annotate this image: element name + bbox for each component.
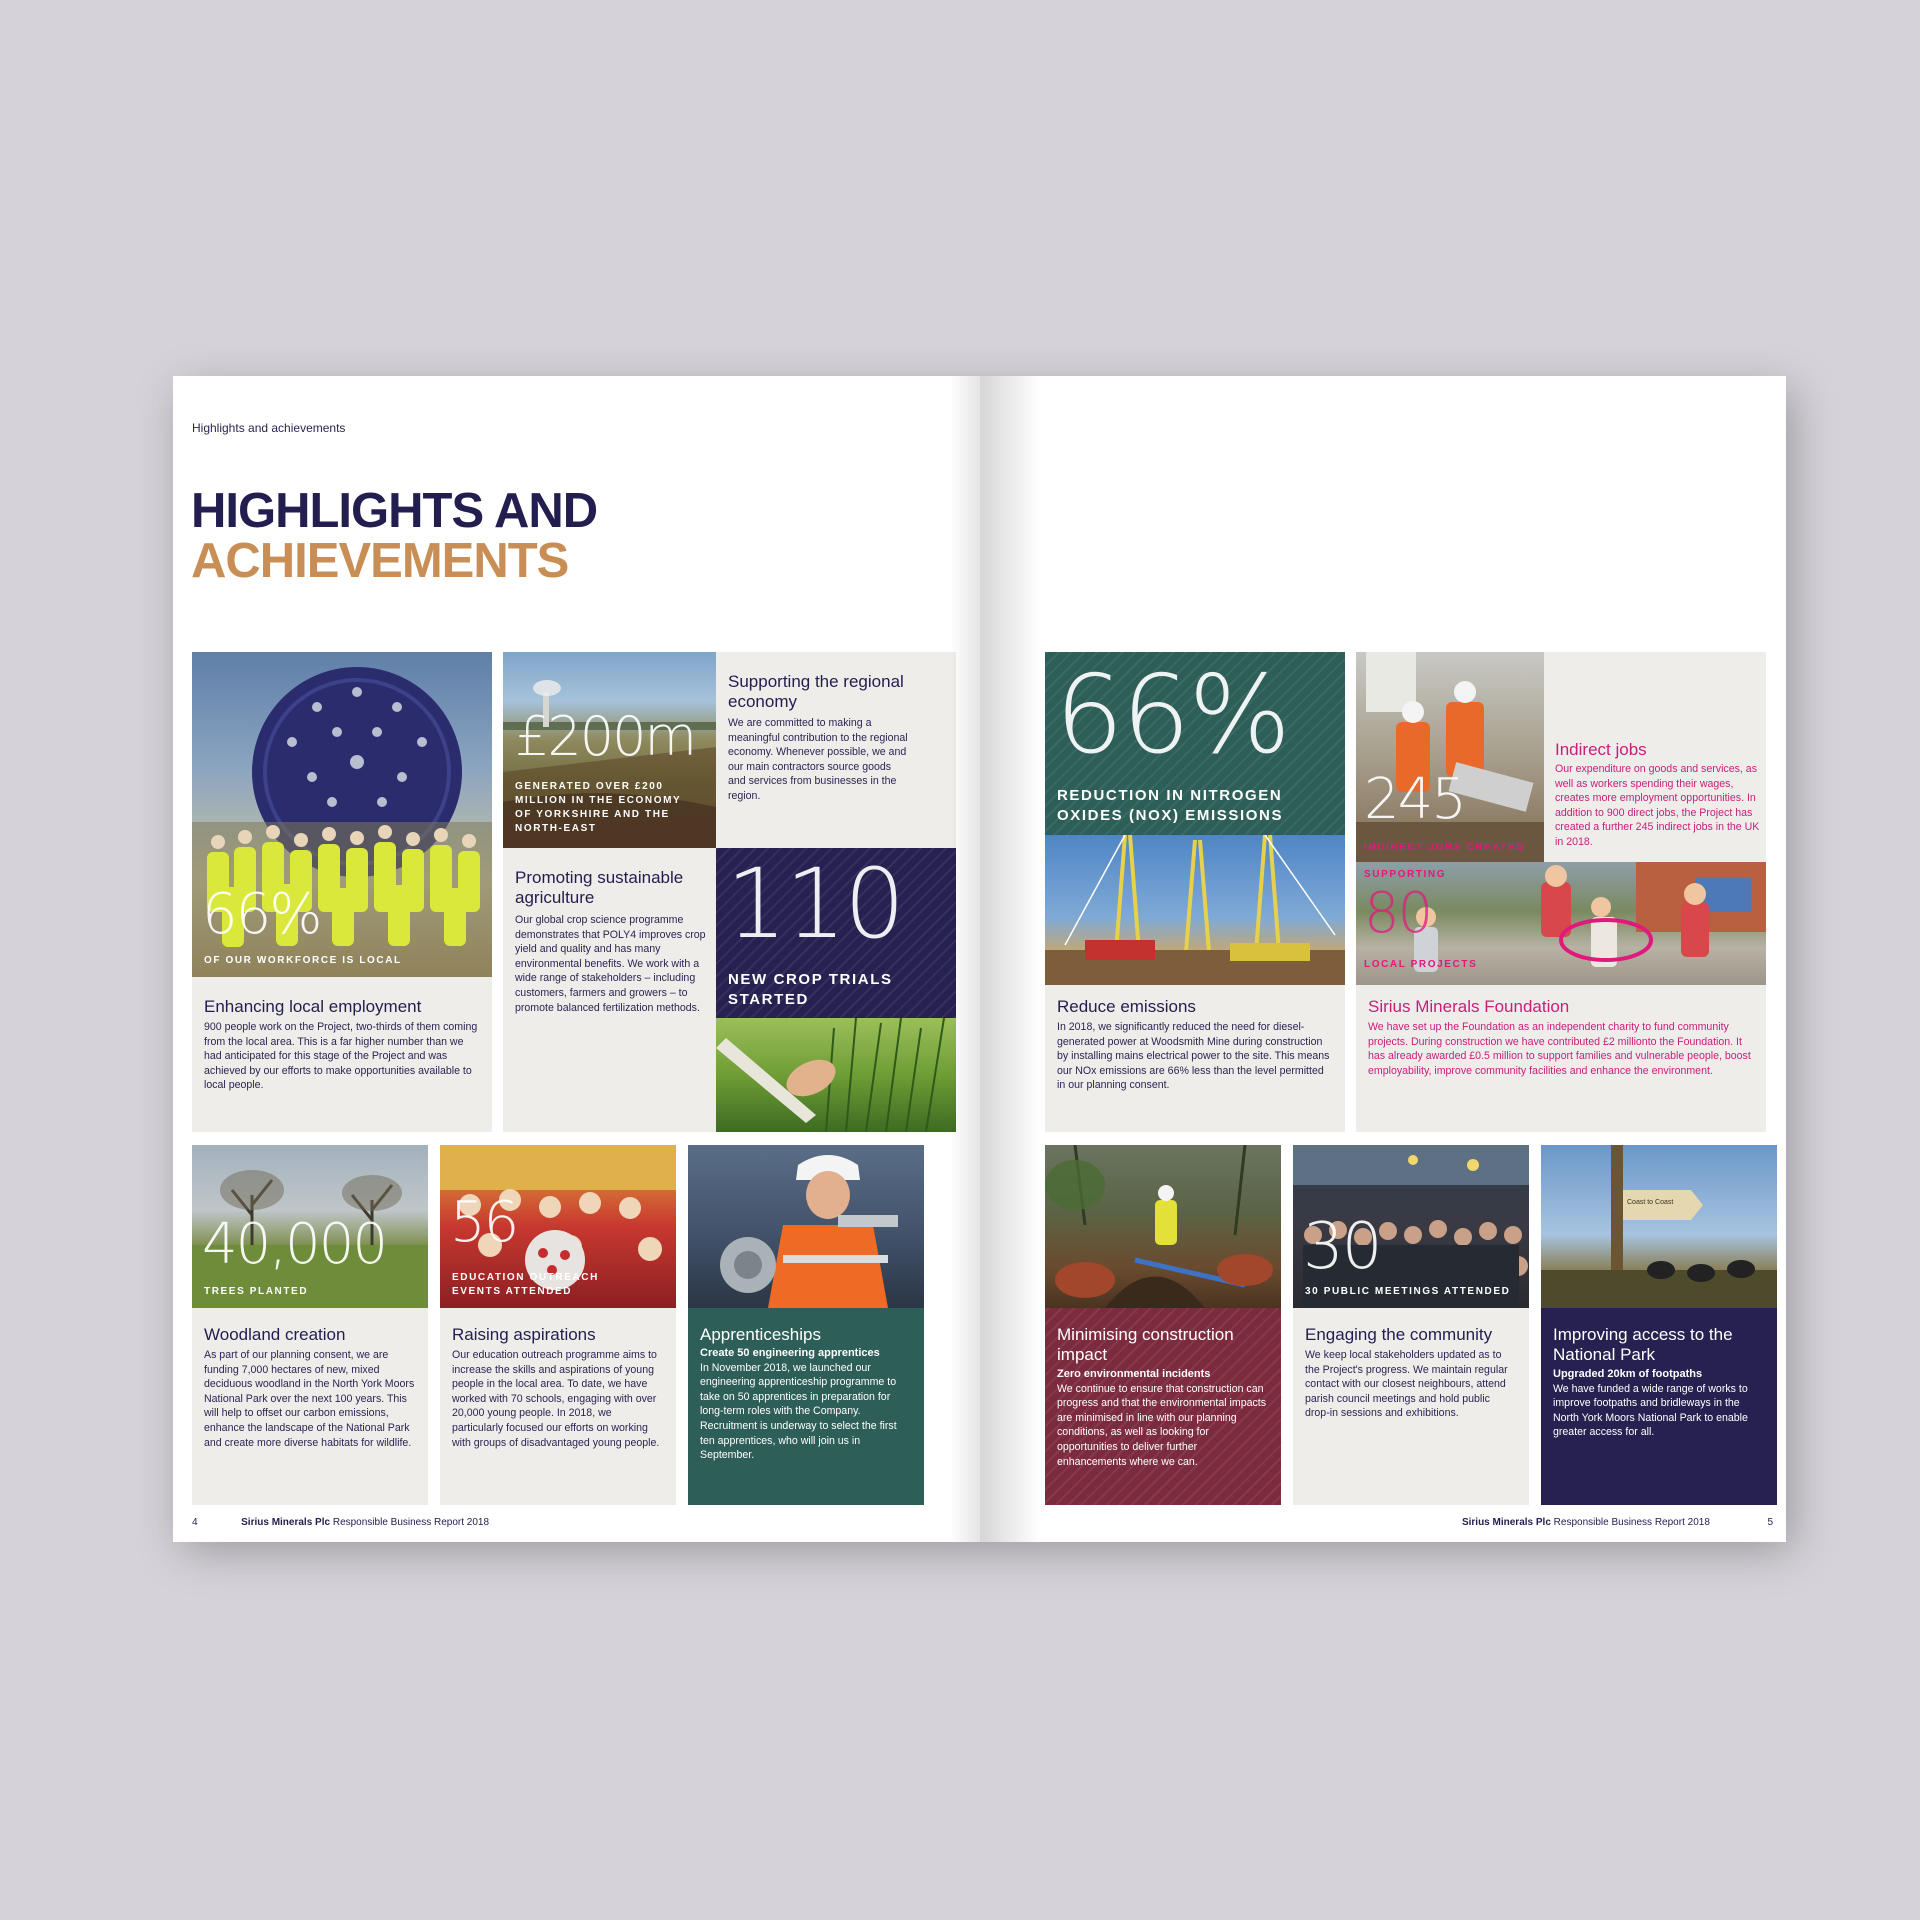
tile-woodland bbox=[192, 1145, 428, 1505]
stat-regional-economy: £200m bbox=[515, 705, 696, 768]
tile-text-woodland: As part of our planning consent, we are funding 7,000 hectares of new, mixed deciduous woodland in the North York Moors National Park over the next 100 years. This will help to offset our carbon emissions, enhance the landscape of the National Park and create more diverse habitats for wildlife. bbox=[204, 1349, 415, 1449]
tile-text-construction-impact: We continue to ensure that construction can progress and that the environmental impacts are minimised in line with our planning conditions, as well as looking for opportunities to deliver further enhancements where we can. bbox=[1057, 1382, 1267, 1468]
stat-trees-planted: 40,000 bbox=[202, 1212, 386, 1277]
heading-line-1: HIGHLIGHTS AND bbox=[191, 484, 598, 538]
tile-text-apprenticeships: In November 2018, we launched our engineering apprenticeship programme to take on 50 apprentices in preparation for long-term roles with the Company. Recruitment is underway to select the first ten apprentices, who will join us in September. bbox=[700, 1361, 897, 1462]
stat-outreach-events: 56 bbox=[450, 1190, 518, 1255]
tile-regional-photo bbox=[503, 652, 716, 848]
footer-report-right: Responsible Business Report 2018 bbox=[1550, 1517, 1710, 1528]
stat-public-meetings: 30 bbox=[1303, 1210, 1381, 1284]
tile-apprenticeships bbox=[688, 1145, 924, 1505]
tile-text-national-park: We have funded a wide range of works to improve footpaths and bridleways in the North York Moors National Park to enable greater access for all. bbox=[1553, 1382, 1748, 1439]
stat-local-workforce: 66% bbox=[202, 882, 321, 947]
tile-construction-impact bbox=[1045, 1145, 1281, 1505]
tile-aspirations bbox=[440, 1145, 676, 1505]
tile-text-regional-economy: We are committed to making a meaningful contribution to the regional economy. Whenever possible, we and our main contractors source goods and services from businesses in the region. bbox=[728, 717, 908, 802]
tile-title-foundation: Sirius Minerals Foundation bbox=[1368, 997, 1570, 1016]
footer-report-left: Responsible Business Report 2018 bbox=[330, 1517, 490, 1528]
stat-caption-local-projects: LOCAL PROJECTS bbox=[1364, 959, 1478, 970]
heading-line-2: ACHIEVEMENTS bbox=[191, 534, 569, 588]
children-playground-photo bbox=[1356, 862, 1766, 985]
workers-photo bbox=[1356, 652, 1544, 862]
tile-text-aspirations: Our education outreach programme aims to increase the skills and aspirations of young people in the local area. To date, we have worked with 70 schools, engaging with over 20,000 young people. In 2018, we particularly focused our efforts on working with groups of disadvantaged young people. bbox=[452, 1349, 660, 1449]
tile-emissions bbox=[1045, 652, 1345, 1132]
tile-title-indirect-jobs: Indirect jobs bbox=[1555, 740, 1647, 759]
tile-body-apprenticeships bbox=[700, 1346, 912, 1463]
tile-subtitle-construction-impact: Zero environmental incidents bbox=[1057, 1368, 1211, 1380]
tile-title-community: Engaging the community bbox=[1305, 1325, 1493, 1344]
footer-company-right: Sirius Minerals Plc bbox=[1461, 1517, 1551, 1528]
tile-body-construction-impact bbox=[1057, 1367, 1269, 1469]
left-page bbox=[173, 376, 980, 1542]
schoolchildren-photo bbox=[440, 1145, 676, 1308]
tile-title-regional-economy: Supporting the regional economy bbox=[728, 672, 904, 711]
tile-jobs-foundation bbox=[1356, 652, 1766, 1132]
stat-indirect-jobs: 245 bbox=[1364, 767, 1465, 832]
tile-title-construction-impact: Minimising construction impact bbox=[1057, 1325, 1234, 1364]
stat-crop-trials: 110 bbox=[726, 848, 904, 960]
tile-national-park bbox=[1541, 1145, 1777, 1505]
crop-photo bbox=[716, 1018, 956, 1132]
stat-caption-local-workforce: OF OUR WORKFORCE IS LOCAL bbox=[204, 955, 402, 966]
signpost-text: Coast to Coast bbox=[1627, 1199, 1674, 1206]
tile-body-national-park bbox=[1553, 1367, 1765, 1440]
tile-text-sustainable-agriculture: Our global crop science programme demonstrates that POLY4 improves crop yield and quality and has many environmental benefits. We work with a wide range of stakeholders – including customers, farmers and growers – to promote balanced fertilization methods. bbox=[515, 914, 706, 1014]
tile-community bbox=[1293, 1145, 1529, 1505]
stat-pre-local-projects: SUPPORTING bbox=[1364, 869, 1447, 880]
tile-text-indirect-jobs: Our expenditure on goods and services, as well as workers spending their wages, creates more employment opportunities. In addition to 900 direct jobs, the Project has created a further 245 indirect jobs in the UK in 2018. bbox=[1555, 763, 1760, 848]
signpost-photo bbox=[1541, 1145, 1777, 1308]
stat-caption-indirect-jobs: INDIRECT JOBS CREATED bbox=[1364, 842, 1526, 853]
stat-caption-regional-economy: GENERATED OVER £200 MILLION IN THE ECONOMY OF YORKSHIRE AND THE NORTH-EAST bbox=[515, 781, 682, 834]
stat-local-projects: 80 bbox=[1364, 881, 1432, 946]
stat-nox-reduction: 66% bbox=[1055, 653, 1290, 778]
stat-caption-public-meetings: 30 PUBLIC MEETINGS ATTENDED bbox=[1305, 1286, 1511, 1297]
tile-title-woodland: Woodland creation bbox=[204, 1325, 346, 1344]
tile-subtitle-apprenticeships: Create 50 engineering apprentices bbox=[700, 1347, 880, 1359]
tile-text-emissions: In 2018, we significantly reduced the need for diesel-generated power at Woodsmith Mine during construction by installing mains electrical power to the site. This means our NOx emissions are 66% less than the level permitted in our planning consent. bbox=[1057, 1021, 1330, 1092]
tile-crop-trials bbox=[716, 848, 956, 1018]
tile-text: 900 people work on the Project, two-thirds of them coming from the local area. This is a far higher number than we had anticipated for this stage of the Project and was achieved by our efforts to make opportunities available to local people. bbox=[204, 1021, 478, 1092]
tile-title-emissions: Reduce emissions bbox=[1057, 997, 1196, 1016]
right-page bbox=[980, 376, 1786, 1542]
woodland-photo bbox=[192, 1145, 428, 1308]
apprentice-photo bbox=[688, 1145, 924, 1308]
stat-caption-nox-reduction: REDUCTION IN NITROGEN OXIDES (NOX) EMISSIONS bbox=[1057, 787, 1284, 824]
tile-title-sustainable-agriculture: Promoting sustainable agriculture bbox=[515, 868, 684, 907]
footer-left bbox=[192, 1517, 489, 1528]
workforce-photo bbox=[192, 652, 492, 977]
tile-local-employment bbox=[192, 652, 492, 1132]
ditch-photo bbox=[1045, 1145, 1281, 1308]
tile-title-apprenticeships: Apprenticeships bbox=[700, 1325, 821, 1344]
public-meeting-photo bbox=[1293, 1145, 1529, 1308]
tile-text-community: We keep local stakeholders updated as to the Project's progress. We maintain regular contact with our closest neighbours, attend parish council meetings and hold public drop-in sessions and exhibitions. bbox=[1305, 1349, 1508, 1420]
page-heading bbox=[191, 486, 597, 586]
tile-title-aspirations: Raising aspirations bbox=[452, 1325, 596, 1344]
stat-caption-crop-trials: NEW CROP TRIALS STARTED bbox=[728, 971, 893, 1008]
stat-caption-outreach-events: EDUCATION OUTREACH EVENTS ATTENDED bbox=[452, 1272, 599, 1297]
stat-caption-trees-planted: TREES PLANTED bbox=[204, 1286, 309, 1297]
tile-title: Enhancing local employment bbox=[204, 997, 422, 1016]
tile-subtitle-national-park: Upgraded 20km of footpaths bbox=[1553, 1368, 1703, 1380]
page-number-right: 5 bbox=[1767, 1517, 1773, 1528]
tile-text-foundation: We have set up the Foundation as an independent charity to fund community projects. During construction we have contributed £2 millionto the Foundation. It has already awarded £0.5 million to support families and vulnerable people, boost employability, improve community facilities and enhance the environment. bbox=[1368, 1021, 1751, 1077]
tile-title-national-park: Improving access to the National Park bbox=[1553, 1325, 1733, 1364]
section-label: Highlights and achievements bbox=[192, 421, 346, 435]
drilling-rigs-photo bbox=[1045, 835, 1345, 985]
footer-right bbox=[1462, 1517, 1773, 1528]
gutter-shadow-right bbox=[980, 376, 1040, 1542]
gutter-shadow-left bbox=[950, 376, 980, 1542]
emissions-stat-panel bbox=[1045, 652, 1345, 835]
page-number-left: 4 bbox=[192, 1517, 198, 1528]
footer-company-left: Sirius Minerals Plc bbox=[241, 1517, 331, 1528]
